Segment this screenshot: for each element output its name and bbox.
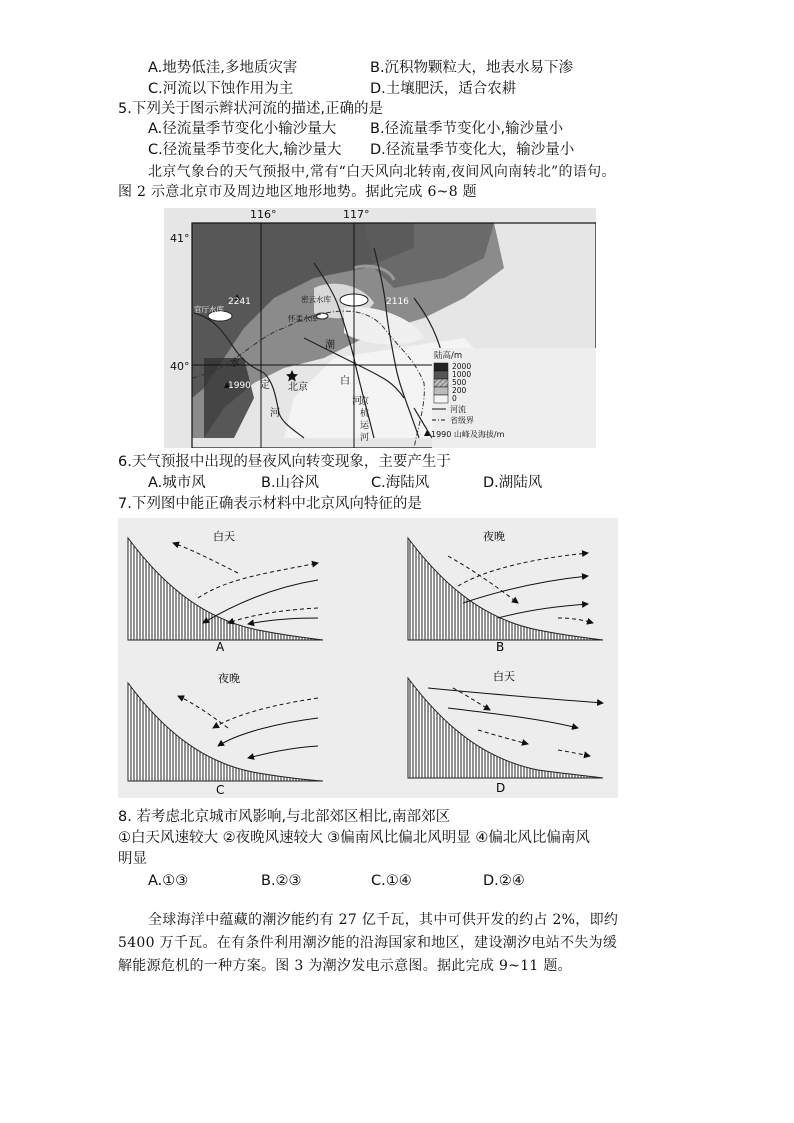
river-chao-label: 潮 bbox=[325, 340, 335, 351]
river-hang-label: 杭 bbox=[360, 409, 370, 419]
legend-level-2000: 2000 bbox=[452, 362, 472, 371]
lon-116-label: 116° bbox=[250, 208, 277, 221]
q4-option-a: A.地势低洼,多地质灾害 bbox=[148, 60, 298, 76]
wind-diagrams-figure bbox=[118, 518, 618, 798]
guanting-label: 官厅水库 bbox=[194, 305, 224, 314]
panel-b-letter: B bbox=[496, 640, 505, 654]
q8-option-a: A.①③ bbox=[148, 873, 189, 889]
q8-option-b: B.②③ bbox=[261, 873, 302, 889]
river-ding-label: 定 bbox=[260, 380, 270, 391]
q4-option-b: B.沉积物颗粒大，地表水易下渗 bbox=[370, 60, 574, 76]
q8-option-c: C.①④ bbox=[371, 873, 412, 889]
q8-option-d: D.②④ bbox=[483, 873, 525, 889]
q8-statements: ①白天风速较大 ②夜晚风速较大 ③偏南风比偏北风明显 ④偏北风比偏南风 bbox=[118, 830, 590, 846]
tide-intro-line-1: 全球海洋中蕴藏的潮汐能约有 27 亿千瓦，其中可供开发的约占 2%，即约 bbox=[148, 912, 619, 928]
panel-a-time: 白天 bbox=[213, 530, 235, 543]
river-shui-label: 水 bbox=[230, 358, 240, 369]
river-yun-label: 运 bbox=[360, 421, 370, 431]
q6-option-b: B.山谷风 bbox=[261, 475, 320, 491]
q6-option-a: A.城市风 bbox=[148, 475, 206, 491]
q5-option-a: A.径流量季节变化小输沙量大 bbox=[148, 121, 337, 137]
tide-intro-line-3: 解能源危机的一种方案。图 3 为潮汐发电示意图。据此完成 9~11 题。 bbox=[118, 958, 572, 974]
beijing-label: 北京 bbox=[288, 382, 308, 393]
q5-option-b: B.径流量季节变化小,输沙量小 bbox=[370, 121, 564, 137]
panel-c-letter: C bbox=[216, 783, 225, 797]
river-jing-label: 京 bbox=[360, 397, 370, 407]
panel-d-letter: D bbox=[496, 781, 506, 795]
q6-option-d: D.湖陆风 bbox=[483, 475, 543, 491]
peak-2241-label: 2241 bbox=[228, 297, 251, 307]
lon-117-label: 117° bbox=[343, 208, 370, 221]
legend-river-label: 河流 bbox=[450, 405, 466, 414]
intro-line-1: 北京气象台的天气预报中,常有“白天风向北转南,夜间风向南转北”的语句。 bbox=[148, 164, 616, 180]
river-he3-label: 河 bbox=[360, 433, 370, 443]
legend-title: 陆高/m bbox=[434, 351, 463, 361]
huairou-label: 怀柔水库 bbox=[288, 314, 318, 323]
q5-stem: 5.下列关于图示辫状河流的描述,正确的是 bbox=[118, 101, 383, 117]
intro-line-2: 图 2 示意北京市及周边地区地形地势。据此完成 6~8 题 bbox=[118, 184, 477, 200]
tide-intro-line-2: 5400 万千瓦。在有条件利用潮汐能的沿海国家和地区，建设潮汐电站不失为缓 bbox=[118, 935, 618, 951]
legend-level-0: 0 bbox=[452, 394, 457, 403]
legend-level-500: 500 bbox=[452, 378, 467, 387]
river-bai-label: 白 bbox=[340, 376, 350, 387]
river-he1-label: 河 bbox=[352, 396, 362, 407]
q8-stem: 8. 若考虑北京城市风影响,与北部郊区相比,南部郊区 bbox=[118, 809, 451, 825]
panel-c-time: 夜晚 bbox=[218, 672, 240, 685]
peak-2116-label: 2116 bbox=[386, 297, 409, 307]
q5-option-c: C.径流量季节变化大,输沙量大 bbox=[148, 142, 342, 158]
legend-level-200: 200 bbox=[452, 386, 467, 395]
panel-d-time: 白天 bbox=[493, 670, 515, 683]
q7-stem: 7.下列图中能正确表示材料中北京风向特征的是 bbox=[118, 496, 422, 512]
q8-statements-cont: 明显 bbox=[118, 851, 147, 867]
lat-40-label: 40° bbox=[170, 360, 190, 373]
legend-level-1000: 1000 bbox=[452, 370, 472, 379]
legend-peak-label: 1990 山峰及海拔/m bbox=[431, 430, 505, 439]
lat-41-label: 41° bbox=[170, 232, 190, 245]
elevation-legend bbox=[434, 363, 448, 403]
river-he2-label: 河 bbox=[270, 408, 280, 419]
panel-a-letter: A bbox=[216, 640, 225, 654]
q4-option-c: C.河流以下蚀作用为主 bbox=[148, 81, 294, 97]
peak-1990-label: 1990 bbox=[228, 381, 251, 391]
terrain-map-figure bbox=[164, 208, 596, 448]
q4-option-d: D.土壤肥沃，适合农耕 bbox=[370, 81, 517, 97]
legend-boundary-label: 省级界 bbox=[450, 416, 474, 425]
q6-stem: 6.天气预报中出现的昼夜风向转变现象，主要产生于 bbox=[118, 454, 451, 470]
miyun-label: 密云水库 bbox=[301, 295, 331, 304]
panel-b-time: 夜晚 bbox=[483, 530, 505, 543]
q6-option-c: C.海陆风 bbox=[371, 475, 430, 491]
q5-option-d: D.径流量季节变化大，输沙量小 bbox=[370, 142, 575, 158]
